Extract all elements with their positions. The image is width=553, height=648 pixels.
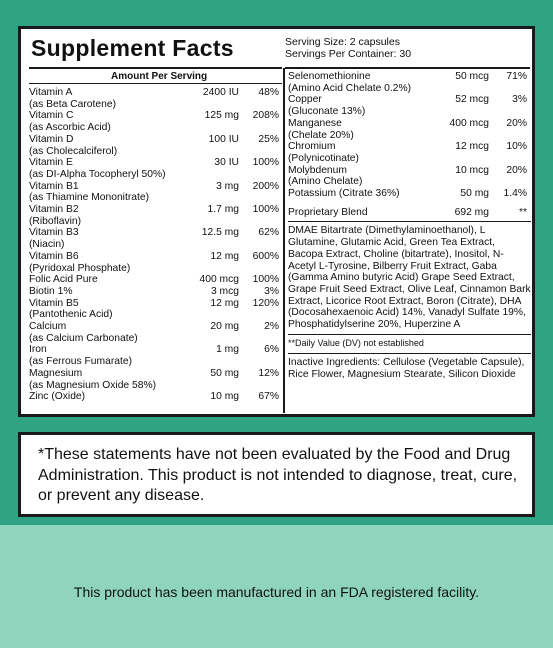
nutrient-daily-value: 1.4% [503,188,527,200]
nutrient-daily-value: 20% [506,117,527,129]
facility-statement: This product has been manufactured in an FDA registered facility. [73,584,480,600]
nutrient-name: Vitamin B3 [29,227,79,239]
nutrient-amount: 30 IU [214,157,239,169]
nutrient-row [29,368,281,391]
nutrient-name: Vitamin B2 [29,204,79,216]
supplement-facts-panel [18,26,535,417]
serving-size: Serving Size: 2 capsules [285,36,400,48]
nutrient-name: Biotin 1% [29,285,73,297]
dv-note-rule [288,334,531,335]
serving-info [285,36,411,60]
inactive-ingredients: Inactive Ingredients: Cellulose (Vegetable Capsule), Rice Flower, Magnesium Stearate, Silicon Dioxide [288,357,525,381]
blend-name: Proprietary Blend [288,206,368,218]
nutrient-name: Vitamin C [29,110,74,122]
nutrient-daily-value: 25% [258,133,279,145]
nutrient-name: Vitamin E [29,157,73,169]
nutrient-amount: 10 mcg [455,164,489,176]
nutrient-daily-value: 100% [252,274,279,286]
nutrient-amount: 125 mg [204,110,239,122]
nutrient-source: (as Thiamine Mononitrate) [29,192,149,204]
nutrient-row [29,251,281,274]
nutrient-daily-value: 3% [264,285,279,297]
blend-dv: ** [518,206,527,218]
nutrient-daily-value: 6% [264,344,279,356]
nutrient-amount: 52 mcg [455,94,489,106]
blend-ingredients: DMAE Bitartrate (Dimethylaminoethanol), L Glutamine, Glutamic Acid, Green Tea Extract, Bacopa Extract, Choline (bitartrate), Inositol, N-Acetyl L-Tyrosine, Bilberry Fruit Extract, Gaba (Gamma Amino butyric Acid) Grape Seed Extract, Grape Fruit Seed Extract, Olive Leaf, Cinnamon Bark Extract, Licorice Root Extract, Boron (Citrate), DHA (Docosahexaenoic Acid) 14%, Vanadyl Sulfate 19%, Phosphatidylserine 20%, Huperzine A [288,225,531,331]
nutrient-row [29,227,281,250]
nutrient-amount: 3 mg [216,180,239,192]
nutrient-row [288,71,531,94]
nutrient-name: Magnesium [29,367,83,379]
nutrient-amount: 50 mcg [455,71,489,82]
nutrient-amount: 20 mg [210,321,239,333]
blend-rule [288,221,531,222]
dv-note: **Daily Value (DV) not established [288,337,424,348]
nutrient-amount: 3 mcg [210,285,239,297]
nutrient-source: (Amino Chelate) [288,176,363,188]
nutrient-row [29,181,281,204]
nutrient-daily-value: 71% [506,71,527,82]
nutrient-amount: 50 mg [210,367,239,379]
nutrient-name: Vitamin D [29,133,74,145]
header-rule-left [29,67,282,69]
nutrient-name: Calcium [29,321,67,333]
nutrient-source: (as DI-Alpha Tocopheryl 50%) [29,168,166,180]
nutrient-amount: 2400 IU [202,87,239,98]
nutrient-source: (Pantothenic Acid) [29,309,113,321]
nutrient-daily-value: 120% [252,297,279,309]
nutrient-row [29,321,281,344]
nutrient-name: Potassium (Citrate 36%) [288,188,400,200]
nutrient-row [29,204,281,227]
nutrient-amount: 100 IU [208,133,239,145]
nutrient-amount: 400 mcg [449,117,489,129]
nutrient-row [288,188,531,200]
proprietary-blend-row [288,207,531,219]
nutrient-daily-value: 12% [258,367,279,379]
nutrient-row [288,118,531,141]
nutrient-daily-value: 10% [506,141,527,153]
nutrient-amount: 12 mcg [455,141,489,153]
nutrient-row [29,87,281,110]
nutrient-row [29,391,281,403]
nutrient-name: Vitamin B5 [29,297,79,309]
nutrient-source: (as Beta Carotene) [29,98,116,110]
nutrient-amount: 1.7 mg [207,204,239,216]
nutrient-row [288,94,531,117]
nutrient-daily-value: 67% [258,391,279,403]
nutrient-name: Zinc (Oxide) [29,391,86,403]
servings-per-container: Servings Per Container: 30 [285,48,412,60]
nutrient-name: Chromium [288,141,336,153]
nutrient-amount: 12.5 mg [201,227,239,239]
amount-per-serving-header: Amount Per Serving [111,71,208,82]
nutrient-source: (Niacin) [29,239,65,251]
amount-header-rule [29,83,282,84]
nutrient-name: Manganese [288,117,342,129]
nutrient-source: (Amino Acid Chelate 0.2%) [288,82,412,94]
nutrient-row [29,344,281,367]
mineral-rows [288,71,531,200]
disclaimer-text: *These statements have not been evaluated by the Food and Drug Administration. This product is not intended to diagnose, treat, cure, or prevent any disease. [38,446,518,504]
nutrient-daily-value: 208% [252,110,279,122]
nutrient-daily-value: 48% [258,87,279,98]
nutrient-source: (as Ascorbic Acid) [29,122,111,134]
nutrient-daily-value: 62% [258,227,279,239]
nutrient-daily-value: 100% [252,157,279,169]
nutrient-amount: 400 mcg [199,274,239,286]
nutrient-name: Copper [288,94,322,106]
nutrient-list-right [288,71,531,381]
nutrient-name: Folic Acid Pure [29,274,98,286]
nutrient-daily-value: 100% [252,204,279,216]
nutrient-name: Selenomethionine [288,71,371,82]
nutrient-name: Molybdenum [288,164,347,176]
nutrient-name: Vitamin B6 [29,250,79,262]
nutrient-daily-value: 600% [252,250,279,262]
nutrient-row [288,141,531,164]
nutrient-list-left [29,87,281,403]
nutrient-daily-value: 2% [264,321,279,333]
nutrient-source: (Gluconate 13%) [288,106,366,118]
nutrient-source: (as Calcium Carbonate) [29,332,138,344]
nutrient-source: (Pyridoxal Phosphate) [29,262,131,274]
nutrient-row [29,157,281,180]
nutrient-row [29,110,281,133]
nutrient-daily-value: 20% [506,164,527,176]
nutrient-name: Vitamin B1 [29,180,79,192]
nutrient-source: (Polynicotinate) [288,152,359,164]
nutrient-amount: 12 mg [210,297,239,309]
nutrient-source: (Riboflavin) [29,215,82,227]
nutrient-row [288,165,531,188]
nutrient-daily-value: 3% [512,94,527,106]
nutrient-source: (as Cholecalciferol) [29,145,118,157]
blend-amount: 692 mg [454,206,489,218]
nutrient-source: (Chelate 20%) [288,129,354,141]
facts-title: Supplement Facts [31,35,234,61]
nutrient-row [29,286,281,298]
nutrient-row [29,274,281,286]
nutrient-row [29,134,281,157]
nutrient-amount: 1 mg [216,344,239,356]
column-divider [283,68,285,413]
nutrient-daily-value: 200% [252,180,279,192]
nutrient-name: Iron [29,344,47,356]
nutrient-amount: 12 mg [210,250,239,262]
nutrient-name: Vitamin A [29,87,73,98]
inactive-rule [288,353,531,354]
nutrient-amount: 50 mg [460,188,489,200]
nutrient-amount: 10 mg [210,391,239,403]
nutrient-source: (as Magnesium Oxide 58%) [29,379,157,391]
nutrient-row [29,298,281,321]
fda-disclaimer-panel [18,432,535,517]
header-rule-right [285,67,530,69]
nutrient-source: (as Ferrous Fumarate) [29,356,132,368]
